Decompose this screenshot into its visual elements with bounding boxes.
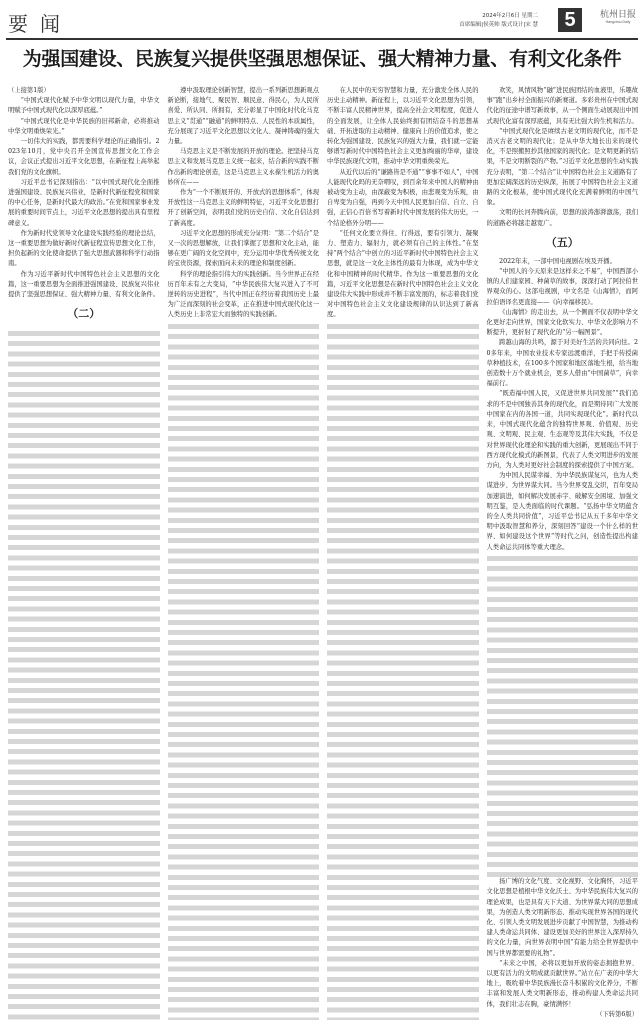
paragraph: 习近平总书记深刻指出：“以中国式现代化全面推进强国建设、民族复兴伟业，是新时代新征程党和国家的中心任务，是新时代最大的政治。”在党和国家事业发展的重要时间节点上，习近平文化思想的提出具有里程碑意义。 bbox=[8, 178, 160, 227]
paragraph: 作为“一个不断展开的、开放式的思想体系”，体现开放性这一马克思主义的鲜明特征，习近平文化思想打开了创新空间，表明我们党的历史自信、文化自信达到了新高度。 bbox=[167, 189, 319, 227]
editor-credits: 首席编辑|侯英帅 版式设计|宋 慧 bbox=[459, 22, 538, 28]
paragraph: “中国式现代化是中华民族的旧邦新命，必将推动中华文明重焕荣光。” bbox=[8, 117, 160, 135]
newspaper-logo bbox=[600, 10, 636, 25]
paragraph: 欢笑，风情风物“融”进民族团结的血液里，乐趣故事“跑”出乡村全面振兴的新赛道。多彩贵州在中国式现代化的征途中谱写新故事，从一个侧面生动展现出中国式现代化富有深厚底蕴，具有无比强大的生机和活力。 bbox=[486, 87, 638, 125]
paragraph: 遵中汲取理论创新智慧，提出一系列新思想新观点新论断，接地气、聚民智、顺民意、得民心，为人民所喜爱、所认同、所拥有，充分彰显了中国化时代化马克思主义“贯通”“融通”的鲜明特点、人民性的本质属性，充分展现了习近平文化思想以文化人、凝神铸魂的强大力量。 bbox=[167, 87, 319, 146]
paragraph: 从近代以后的“谦路皆是不通”“事事不如人”，中国人能现代化吗的无奈喟叹，到百余年来中国人的精神由被动变为主动，由深蔽变为积极，由悲观变为乐观，由自卑变为自强，再到今天中国人民更加自信、自立、自强，正信心百倍书写着新时代中国发展的伟大历史，一个结论格外分明—— bbox=[327, 168, 479, 227]
article-column bbox=[8, 86, 160, 1020]
paragraph: “中国式现代化是赓续古老文明的现代化，而不是消灭古老文明的现代化；是从中华大地长出来的现代化，不是照搬照抄其他国家的现代化；是文明更新的结果，不是文明断裂的产物。”习近平文化思想的生动实践充分表明，“第二个结合”让中国特色社会主义道路有了更加宏阔深远的历史纵深，拓展了中国特色社会主义道路的文化根基，使中国式现代化充满着鲜明的中国气象。 bbox=[486, 127, 638, 207]
article-column bbox=[168, 86, 320, 1020]
text-continuation bbox=[487, 553, 639, 877]
paragraph: 习近平文化思想的形成充分证明：“第二个结合”是又一次的思想解放，让我们掌握了思想和文化主动，能够在更广阔的文化空间中，充分运用中华优秀传统文化的宝贵资源，探索面向未来的理论和制度创新。 bbox=[167, 229, 319, 268]
paragraph: “既造福中国人民，又促进世界共同发展”“我们追求的不是中国独善其身的现代化，而是期待同广大发展中国家在内的各国一道，共同实现现代化”。新时代以来，中国式现代化蕴含的独特世界观、价值观、历史观、文明观、民主观、生态观等及其伟大实践，不仅是对世界现代化理论和实践的重大创新，更展现出不同于西方现代化模式的新图景，代表了人类文明进步的发展方向，为人类对更好社会制度的探索提供了中国方案。 bbox=[486, 390, 638, 469]
paragraph: “任何文化要立得住、行得远，要有引领力、凝聚力、塑造力、辐射力，就必须有自己的主体性。”在坚持“两个结合”中创立的习近平新时代中国特色社会主义思想，就是这一文化主体性的最有力体现，成为中华文化和中国精神的时代精华。作为这一重要思想的文化篇，习近平文化思想是在新时代中国特色社会主义文化建设伟大实践中形成并不断丰富发展的，标志着我们党对中国特色社会主义文化建设规律的认识达到了新高度。 bbox=[327, 229, 479, 319]
section-heading: （五） bbox=[545, 235, 579, 249]
paragraph: 为中国人民谋幸福、为中华民族谋复兴，也为人类谋进步、为世界谋大同。当今世界变乱交织，百年变局加速演进，如何解决发展赤字、破解安全困境、加强文明互鉴，是人类面临的时代课题。“弘扬中华文明蕴含的全人类共同价值”，习近平总书记从五千多年中华文明中汲取智慧和养分，深刻回答“建设一个什么样的世界、如何建设这个世界”等时代之问，创造性提出构建人类命运共同体等重大理念。 bbox=[486, 472, 638, 551]
issue-meta bbox=[459, 12, 538, 30]
article-column bbox=[487, 86, 639, 1020]
logo-text: 杭州日报 bbox=[599, 10, 636, 20]
paragraph: 扬广博的文化气度、文化视野、文化胸怀，习近平文化思想是植根中华文化沃土、为中华民族伟大复兴的理论成果，也是具有天下大道、为世界谋大同的思想成果，为创造人类文明新形态、推动实现世界各国的现代化、引领人类文明发展进步贡献了中国智慧，为推动构建人类命运共同体、建设更加美好的世界注入深厚持久的文化力量，向世界表明中国“有能力给全世界提供中国与世界都需要的礼物”。 bbox=[486, 878, 638, 957]
paragraph: 文明的长河奔腾向前，思想的波涛澎湃激荡，我们的道路必将越走越宽广。 bbox=[486, 209, 638, 227]
article-column bbox=[327, 86, 479, 1020]
article-body bbox=[8, 86, 638, 1020]
section-heading: （二） bbox=[67, 307, 101, 321]
header-rule bbox=[6, 38, 638, 40]
headline: 为强国建设、民族复兴提供坚强思想保证、强大精神力量、有利文化条件 bbox=[22, 48, 622, 70]
paragraph: 《山海情》的走出去，从一个侧面不仅表明中华文化更好走向世界，国家文化软实力、中华文化影响力不断提升，更折射了现代化的“另一幅图景”。 bbox=[486, 308, 638, 337]
page-number: 5 bbox=[558, 8, 582, 32]
issue-date: 2024年2月6日 星期二 bbox=[482, 13, 538, 19]
paragraph: 科学的理论指引伟大的实践创新。当今世界正在经历百年未有之大变局，“中华民族伟大复兴进入了不可逆转的历史进程”，当代中国正在经历着我国历史上最为广泛而深刻的社会变革，正在推进中国式现代化这一人类历史上非常宏大而独特的实践创新。 bbox=[167, 270, 319, 319]
text-continuation bbox=[168, 321, 320, 1020]
masthead bbox=[6, 4, 638, 38]
paragraph: 在人民中的无穷智慧和力量，充分激发全体人民的历史主动精神。新征程上，以习近平文化思想为引领，不断丰富人民精神世界，提高全社会文明程度，促进人的全面发展，让全体人民始终拥有团结奋斗的思想基础、开拓进取的主动精神、健康向上的价值追求，使之转化为强国建设、民族复兴的强大力量，我们就一定能够谱写新时代中国特色社会主义更加绚丽的华章，建设中华民族现代文明，推动中华文明重焕荣光。 bbox=[327, 87, 479, 166]
text-continuation bbox=[8, 328, 160, 1020]
paragraph: “中国人的今天原来是这样来之不易”，中国西部小镇的人们建家园、种菌草的故事，深深打动了阿拉伯世界观众的心。这部电视剧，中文名是《山海情》，而阿拉伯语译名更直接——《向幸福移民》。 bbox=[486, 268, 638, 306]
paragraph: 马克思主义是不断发展的开放的理论。把坚持马克思主义和发展马克思主义统一起来，结合新的实践不断作出新的理论创造，这是马克思主义永葆生机活力的奥妙所在—— bbox=[167, 148, 319, 186]
paragraph: 一切伟大的实践，都需要科学理论的正确指引。2023年10月，党中央召开全国宣传思想文化工作会议，会议正式提出习近平文化思想，在新征程上高举起我们党的文化旗帜。 bbox=[8, 138, 160, 176]
continued-note: （下转第6版） bbox=[596, 1010, 638, 1018]
paragraph: “中国式现代化赋予中华文明以现代力量，中华文明赋予中国式现代化以深厚底蕴。” bbox=[8, 97, 160, 115]
paragraph: （上接第1版） bbox=[8, 87, 50, 94]
section-name: 要闻 bbox=[8, 12, 72, 36]
logo-subtitle: Hangzhou Daily bbox=[605, 20, 631, 24]
paragraph: “未来之中国，必将以更加开放的姿态拥抱世界、以更有活力的文明成就贡献世界。”站立在广袤的中华大地上，吸吮着中华民族漫长奋斗积累的文化养分，不断丰富和发展人类文明新形态，推动构建人类命运共同体，我们壮志在胸，豪情满怀！ bbox=[486, 959, 638, 1008]
paragraph: 作为习近平新时代中国特色社会主义思想的文化篇，这一重要思想为全面推进强国建设、民族复兴伟业提供了坚强思想保证、强大精神力量、有利文化条件。 bbox=[8, 270, 160, 299]
paragraph: 作为新时代党领导文化建设实践经验的理论总结，这一重要思想为做好新时代新征程宣传思想文化工作，担负起新的文化使命提供了强大思想武器和科学行动指南。 bbox=[8, 229, 160, 268]
paragraph: 2022年末，一部中国电视剧在埃及开播。 bbox=[499, 257, 616, 265]
paragraph: 跨越山海的共鸣，源于对美好生活的共同向往。20多年来，中国农业技术专家远渡重洋，手把手传授菌草种植技术，在100多个国家和地区落地生根，给当地创造数十万个就业机会，更多人借由“中国菌草”，向幸福前行。 bbox=[486, 339, 638, 388]
text-continuation bbox=[327, 321, 479, 1020]
